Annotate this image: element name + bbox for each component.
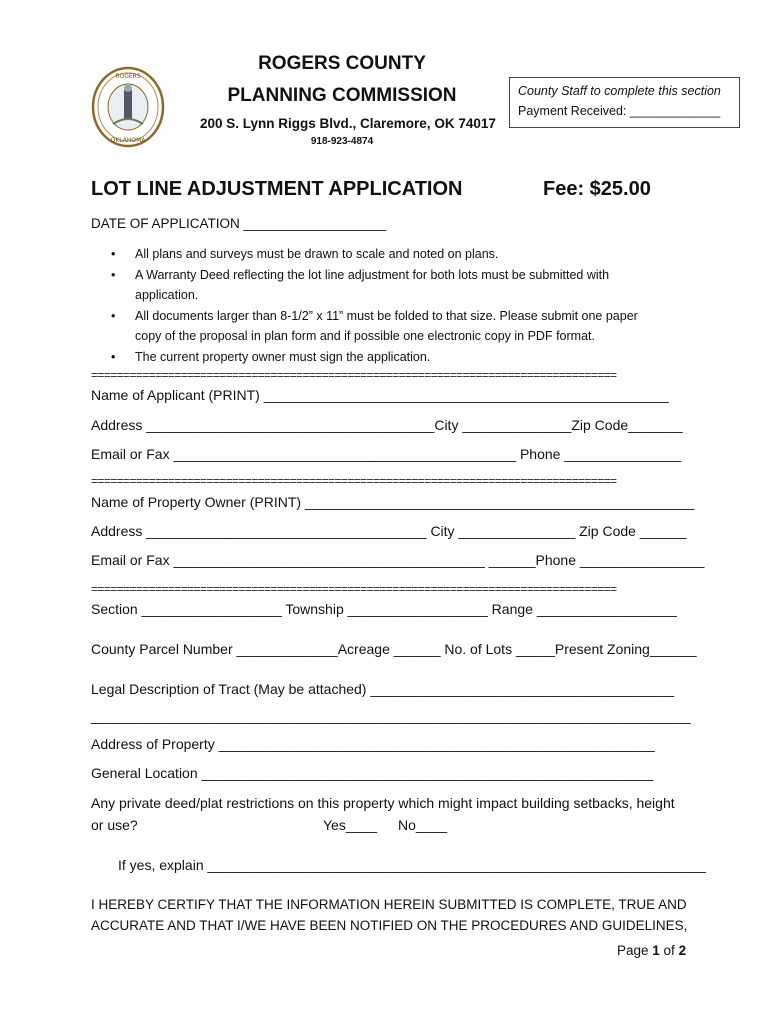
org-name-line2: PLANNING COMMISSION bbox=[227, 85, 457, 106]
restrictions-no-field[interactable]: No____ bbox=[398, 817, 448, 833]
county-seal-logo bbox=[91, 66, 165, 148]
date-of-application-field[interactable]: DATE OF APPLICATION ___________________ bbox=[91, 216, 387, 231]
owner-address-field[interactable]: Address ____________________________________ City _______________ Zip Code ______ bbox=[91, 523, 687, 539]
parcel-number-field[interactable]: County Parcel Number _____________Acreage ______ No. of Lots _____Present Zoning______ bbox=[91, 641, 697, 657]
staff-section-label: County Staff to complete this section bbox=[518, 84, 721, 98]
bullet-icon: • bbox=[111, 267, 116, 282]
section-township-range-field[interactable]: Section __________________ Township __________________ Range __________________ bbox=[91, 601, 677, 617]
bullet-icon: • bbox=[111, 247, 116, 261]
section-divider: ================================================================================== bbox=[91, 582, 617, 596]
restrictions-question-cont: or use? bbox=[91, 817, 138, 833]
applicant-address-field[interactable]: Address _____________________________________City ______________Zip Code_______ bbox=[91, 417, 683, 433]
owner-email-field[interactable]: Email or Fax ________________________________________ ______Phone ________________ bbox=[91, 552, 705, 568]
legal-description-field[interactable]: Legal Description of Tract (May be attached) _______________________________________ bbox=[91, 681, 675, 697]
svg-text:OKLAHOMA: OKLAHOMA bbox=[110, 137, 146, 144]
instructions-list bbox=[91, 244, 651, 367]
application-fee: Fee: $25.00 bbox=[543, 178, 651, 200]
certification-line1: I HEREBY CERTIFY THAT THE INFORMATION HEREIN SUBMITTED IS COMPLETE, TRUE AND bbox=[91, 897, 687, 912]
list-item: • All documents larger than 8-1/2” x 11” must be folded to that size. Please submit one paper copy of the proposal in plan form and if possible one electronic copy in PDF format. bbox=[91, 306, 651, 347]
section-divider: ================================================================================== bbox=[91, 474, 617, 488]
applicant-name-field[interactable]: Name of Applicant (PRINT) ____________________________________________________ bbox=[91, 387, 669, 403]
legal-description-continued-field[interactable]: _____________________________________________________________________________ bbox=[91, 708, 691, 724]
property-address-field[interactable]: Address of Property ________________________________________________________ bbox=[91, 736, 655, 752]
org-address: 200 S. Lynn Riggs Blvd., Claremore, OK 74017 bbox=[200, 116, 496, 131]
owner-name-field[interactable]: Name of Property Owner (PRINT) __________________________________________________ bbox=[91, 494, 695, 510]
general-location-field[interactable]: General Location __________________________________________________________ bbox=[91, 765, 654, 781]
org-phone: 918-923-4874 bbox=[310, 136, 374, 147]
list-item: • A Warranty Deed reflecting the lot line adjustment for both lots must be submitted with application. bbox=[91, 265, 651, 306]
page-number: Page 1 of 2 bbox=[617, 943, 687, 958]
section-divider: ================================================================================== bbox=[91, 368, 617, 382]
certification-line2: ACCURATE AND THAT I/WE HAVE BEEN NOTIFIED ON THE PROCEDURES AND GUIDELINES, bbox=[91, 918, 688, 933]
svg-text:ROGERS: ROGERS bbox=[115, 73, 141, 80]
applicant-email-field[interactable]: Email or Fax ____________________________________________ Phone _______________ bbox=[91, 446, 682, 462]
restrictions-yes-field[interactable]: Yes____ bbox=[323, 817, 377, 833]
list-item: • The current property owner must sign the application. bbox=[91, 347, 651, 368]
explain-field[interactable]: If yes, explain ________________________________________________________________ bbox=[118, 857, 706, 873]
bullet-icon: • bbox=[111, 349, 116, 364]
bullet-icon: • bbox=[111, 308, 116, 323]
list-item: • All plans and surveys must be drawn to scale and noted on plans. bbox=[91, 244, 651, 265]
page-title: LOT LINE ADJUSTMENT APPLICATION bbox=[91, 178, 463, 200]
restrictions-question: Any private deed/plat restrictions on this property which might impact building setbacks, height bbox=[91, 795, 675, 811]
org-name-line1: ROGERS COUNTY bbox=[258, 53, 426, 74]
payment-received-field[interactable]: Payment Received: _____________ bbox=[518, 104, 721, 118]
